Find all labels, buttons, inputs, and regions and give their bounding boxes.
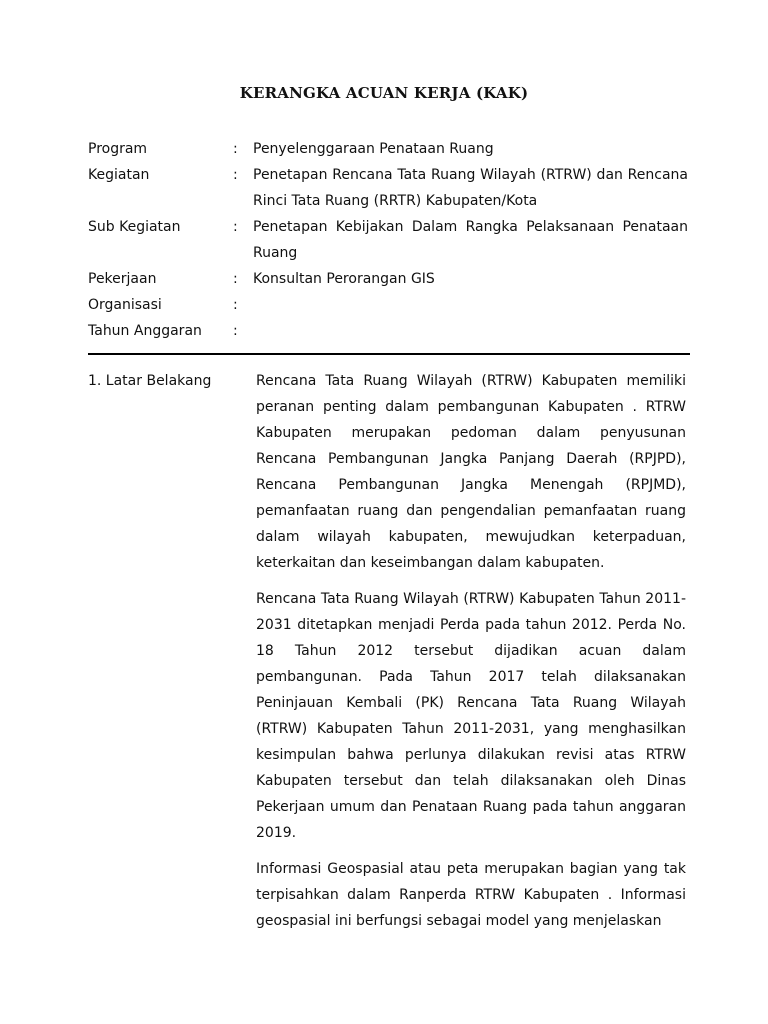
meta-row-kegiatan	[88, 162, 688, 214]
metadata-table	[88, 136, 688, 344]
section-body	[256, 368, 686, 934]
meta-row-organisasi	[88, 292, 688, 318]
meta-colon: :	[233, 297, 238, 313]
meta-row-program	[88, 136, 688, 162]
meta-row-pekerjaan	[88, 266, 688, 292]
meta-value: Penetapan Kebijakan Dalam Rangka Pelaksanaan Penataan Ruang	[253, 219, 688, 261]
meta-colon: :	[233, 323, 238, 339]
meta-colon: :	[233, 219, 238, 235]
meta-value	[253, 318, 688, 344]
meta-label: Pekerjaan	[88, 271, 157, 287]
horizontal-divider	[88, 353, 690, 355]
meta-value: Konsultan Perorangan GIS	[253, 271, 435, 287]
meta-colon: :	[233, 141, 238, 157]
meta-label: Program	[88, 141, 148, 157]
meta-row-tahun-anggaran	[88, 318, 688, 344]
meta-value: Penyelenggaraan Penataan Ruang	[253, 141, 494, 157]
meta-row-sub-kegiatan	[88, 214, 688, 266]
meta-colon: :	[233, 271, 238, 287]
meta-value	[253, 292, 688, 318]
section-heading: 1. Latar Belakang	[88, 373, 212, 389]
meta-label: Tahun Anggaran	[88, 323, 202, 339]
meta-label: Kegiatan	[88, 167, 150, 183]
paragraph: Informasi Geospasial atau peta merupakan bagian yang tak terpisahkan dalam Ranperda RTRW Kabupaten . Informasi geospasial ini berfungsi sebagai model yang menjelaskan	[256, 861, 686, 929]
paragraph: Rencana Tata Ruang Wilayah (RTRW) Kabupaten memiliki peranan penting dalam pembangunan Kabupaten . RTRW Kabupaten merupakan pedoman dalam penyusunan Rencana Pembangunan Jangka Panjang Daerah (RPJPD), Rencana Pembangunan Jangka Menengah (RPJMD), pemanfaatan ruang dan pengendalian pemanfaatan ruang dalam wilayah kabupaten, mewujudkan keterpaduan, keterkaitan dan keseimbangan dalam kabupaten.	[256, 373, 686, 571]
meta-colon: :	[233, 167, 238, 183]
meta-value: Penetapan Rencana Tata Ruang Wilayah (RTRW) dan Rencana Rinci Tata Ruang (RRTR) Kabupaten/Kota	[253, 167, 688, 209]
meta-label: Organisasi	[88, 297, 162, 313]
meta-label: Sub Kegiatan	[88, 219, 181, 235]
paragraph: Rencana Tata Ruang Wilayah (RTRW) Kabupaten Tahun 2011-2031 ditetapkan menjadi Perda pada tahun 2012. Perda No. 18 Tahun 2012 tersebut dijadikan acuan dalam pembangunan. Pada Tahun 2017 telah dilaksanakan Peninjauan Kembali (PK) Rencana Tata Ruang Wilayah (RTRW) Kabupaten Tahun 2011-2031, yang menghasilkan kesimpulan bahwa perlunya dilakukan revisi atas RTRW Kabupaten tersebut dan telah dilaksanakan oleh Dinas Pekerjaan umum dan Penataan Ruang pada tahun anggaran 2019.	[256, 591, 686, 841]
document-title: KERANGKA ACUAN KERJA (KAK)	[239, 84, 529, 102]
section-latar-belakang	[88, 368, 690, 944]
